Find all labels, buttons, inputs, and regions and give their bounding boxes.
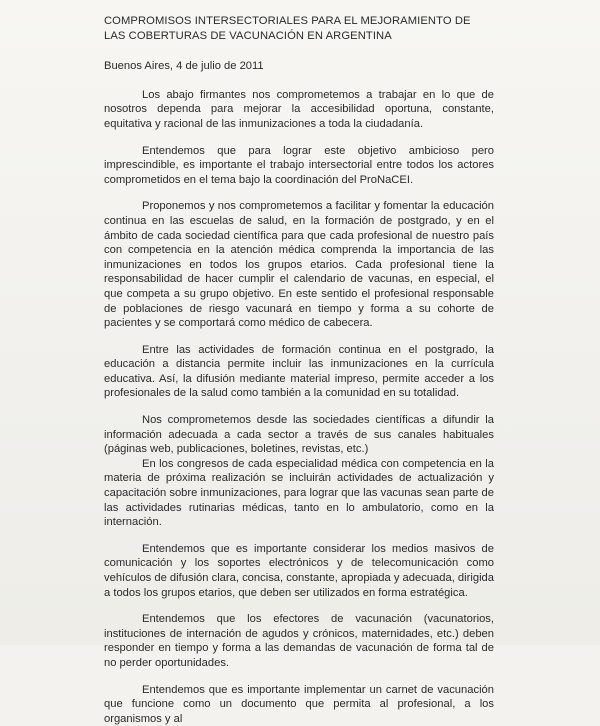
paragraph-scientific-societies: Nos comprometemos desde las sociedades científicas a difundir la información adecuada a cada sector a través de sus canales habituales (páginas web, publicaciones, boletines, revistas, etc.): [104, 414, 494, 456]
document-body: [104, 14, 494, 726]
paragraph-mass-media: Entendemos que es importante considerar los medios masivos de comunicación y los soportes electrónicos y de telecomunicación como vehículos de difusión clara, concisa, constante, apropiada y adecuada, dirigida a todos los grupos etarios, que deben ser utilizados en forma estratégica.: [104, 542, 494, 599]
paragraph-vaccination-providers: Entendemos que los efectores de vacunación (vacunatorios, instituciones de internación de agudos y crónicos, maternidades, etc.) deben responder en tiempo y forma a las demandas de vacunación de forma tal de no perder oportunidades.: [104, 613, 494, 669]
paragraph-vaccination-card: Entendemos que es importante implementar un carnet de vacunación que funcione como un documento que permita al profesional, a los organismos y al: [104, 683, 494, 725]
document-date: Buenos Aires, 4 de julio de 2011: [104, 60, 264, 73]
paragraph-intersectoral: Entendemos que para lograr este objetivo ambicioso pero imprescindible, es importante el trabajo intersectorial entre todos los actores comprometidos en el tema bajo la coordinación del ProNaCEI.: [104, 144, 494, 186]
document-title: COMPROMISOS INTERSECTORIALES PARA EL MEJORAMIENTO DE LAS COBERTURAS DE VACUNACIÓN EN ARGENTINA: [104, 15, 471, 42]
paragraph-congresses: En los congresos de cada especialidad médica con competencia en la materia de próxima realización se incluirán actividades de actualización y capacitación sobre inmunizaciones, para lograr que las vacunas sean parte de las actividades rutinarias médicas, tanto en lo ambulatorio, como en la internación.: [104, 457, 494, 529]
paragraph-education: Proponemos y nos comprometemos a facilitar y fomentar la educación continua en las escuelas de salud, en la formación de postgrado, y en el ámbito de cada sociedad científica para que cada profesional de nuestro país con competencia en la atención médica comprenda la importancia de las inmunizaciones en todos los grupos etarios. Cada profesional tiene la responsabilidad de hacer cumplir el calendario de vacunas, en especial, el que competa a su grupo objetivo. En este sentido el profesional responsable de poblaciones de riesgo vacunará en tiempo y forma a su cohorte de pacientes y se comportará como médico de cabecera.: [104, 200, 494, 330]
paragraph-distance-learning: Entre las actividades de formación continua en el postgrado, la educación a distancia permite incluir las inmunizaciones en la currícula educativa. Así, la difusión mediante material impreso, permite acceder a los profesionales de la salud como también a la comunidad en su totalidad.: [104, 343, 494, 400]
paragraph-commitment: Los abajo firmantes nos comprometemos a trabajar en lo que de nosotros dependa para mejorar la accesibilidad oportuna, constante, equitativa y racional de las inmunizaciones a toda la ciudadanía.: [104, 88, 494, 130]
